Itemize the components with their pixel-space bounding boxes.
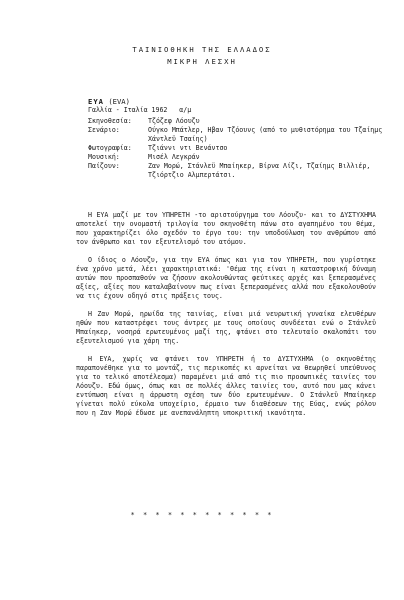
film-original-title: (EVA) xyxy=(108,97,130,106)
credit-value: Ζαν Μορώ, Στάνλεϋ Μπαίηκερ, Βίρνα Λίζι, Τζαίημς Βιλλιέρ, Τζιόρτζιο Αλμπερτάτσι. xyxy=(148,162,371,179)
film-title-line xyxy=(88,97,388,106)
header-club: ΜΙΚΡΗ ΛΕΣΧΗ xyxy=(167,57,237,66)
credit-label: Σενάριο: xyxy=(88,126,120,134)
header-organization: ΤΑΙΝΙΟΘΗΚΗ ΤΗΣ ΕΛΛΑΔΟΣ xyxy=(132,45,272,54)
film-title: ΕΥΑ xyxy=(88,97,104,106)
footer-stars: * * * * * * * * * * * * xyxy=(130,511,274,519)
paragraph: Η Ζαν Μορώ, ηρωίδα της ταινίας, είναι μιά νευρωτική γυναίκα ελευθέρων ηθών που καταστρέφει τους άντρες με τους οποίους συνδέεται ενώ ο Στάνλεϋ Μπαίηκερ, νοσηρά ερωτευμένος μαζί της, φτάνει στο τελευταίο σκαλοπάτι του εξευτελισμού για χάρη της. xyxy=(76,310,376,345)
credit-value: Τζιάννι ντι Βενάντσο xyxy=(148,144,228,152)
film-info xyxy=(88,97,388,180)
body-text xyxy=(76,211,376,427)
credit-label: Φωτογραφία: xyxy=(88,144,132,152)
credit-label: Παίζουν: xyxy=(88,162,120,170)
paragraph: Η ΕΥΑ μαζί με τον ΥΠΗΡΕΤΗ -το αριστούργημα του Λόουζυ- και το ΔΥΣΤΥΧΗΜΑ αποτελεί την ονομαστή τριλογία του σκηνοθέτη πάνω στο αγαπημένο του θέμα, που χαρακτηρίζει όλο σχεδόν το έργο του: την υποδούλωση του ανθρώπου από τον άνθρωπο και τον εξευτελισμό του ατόμου. xyxy=(76,211,376,246)
credit-value: Τζόζεφ Λόουζυ xyxy=(148,117,200,125)
credit-row xyxy=(88,153,388,162)
credit-value: Ούγκο Μπάτλερ, Ηβαν Τζόουνς (από το μυθιστόρημα του Τζαίημς Χάντλεϋ Τσαίης) xyxy=(148,126,383,143)
credit-label: Μουσική: xyxy=(88,153,120,161)
credit-label: Σκηνοθεσία: xyxy=(88,117,132,125)
credit-row xyxy=(88,126,388,144)
paragraph: Ο ίδιος ο Λόουζυ, για την ΕΥΑ όπως και για τον ΥΠΗΡΕΤΗ, που γυρίστηκε ένα χρόνο μετά, λέει χαρακτηριστικά: 'Θέμα της είναι η καταστροφική δύναμη αυτών που προσπαθούν να ζήσουν ακολουθώντας φεύτικες αρχές και ξεπερασμένες αξίες, αξίες που καταλαβαίνουν πως είναι ξεπερασμένες αλλά που εξακολουθούν να τις έχουν οδηγό στις πράξεις τους. xyxy=(76,256,376,300)
credit-value: Μισέλ Λεγκράν xyxy=(148,153,200,161)
credit-row xyxy=(88,144,388,153)
credit-row xyxy=(88,162,388,180)
header xyxy=(0,44,404,68)
film-production-info: Γαλλία - Ιταλία 1962 α/μ xyxy=(88,106,192,114)
credit-row xyxy=(88,117,388,126)
credits xyxy=(88,117,388,180)
paragraph: Η ΕΥΑ, χωρίς να φτάνει τον ΥΠΗΡΕΤΗ ή το ΔΥΣΤΥΧΗΜΑ (ο σκηνοθέτης παραπονέθηκε για το μοντάζ, τις περικοπές κι αρνείται να θεωρηθεί υπεύθυνος για το τελικό αποτέλεσμα) παραμένει μιά από τις πιο προσωπικές ταινίες του Λόουζυ. Εδώ όμως, όπως και σε πολλές άλλες ταινίες του, αυτό που μας κάνει εντύπωση είναι η άρρωστη σχέση των δύο ερωτευμένων. Ο Στάνλεϋ Μπαίηκερ γίνεται πολύ εύκολα υποχείριο, έρμαιο των διαθέσεων της Εύας, ενώς ρόλου που η Ζαν Μορώ έδωσε με ανεπανάληπτη υποκριτική ικανότητα. xyxy=(76,355,376,417)
